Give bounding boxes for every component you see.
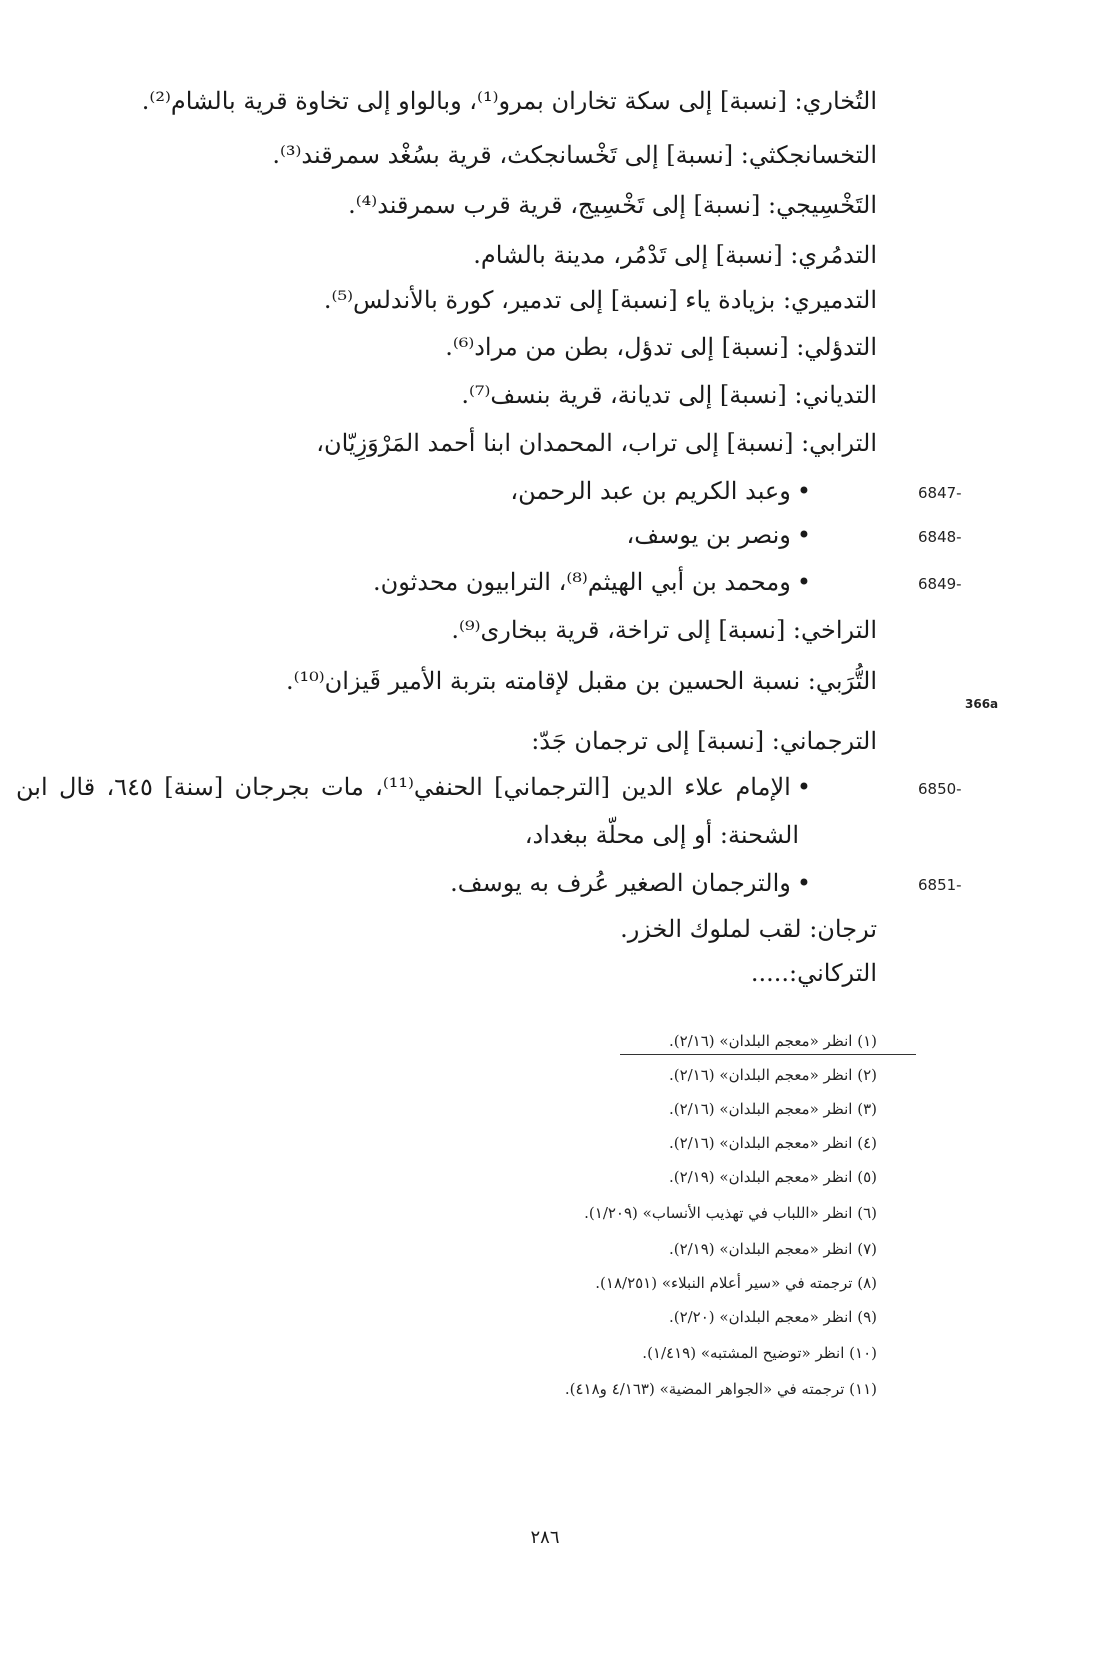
numbered-entry-label: ومحمد بن أبي الهيثم⁽⁸⁾، الترابيون محدثون. — [372, 568, 791, 596]
footnote: (٧) انظر «معجم البلدان» (٢/١٩). — [668, 1240, 877, 1258]
bullet: • — [796, 568, 811, 596]
footnote: (٣) انظر «معجم البلدان» (٢/١٦). — [668, 1100, 877, 1118]
numbered-entry-text — [627, 518, 811, 552]
entry-line: الترجماني: [نسبة] إلى ترجمان جَدّ: — [531, 727, 877, 755]
bullet: • — [796, 869, 811, 897]
numbered-entry-text — [373, 565, 811, 599]
entry-line: التَخْسِيجي: [نسبة] إلى تَخْسِيج، قرية قرب سمرقند⁽⁴⁾. — [348, 191, 877, 219]
entry-line: التراخي: [نسبة] إلى تراخة، قرية ببخارى⁽⁹⁾. — [451, 616, 877, 644]
footnote: (٤) انظر «معجم البلدان» (٢/١٦). — [668, 1134, 877, 1152]
footnote: (١) انظر «معجم البلدان» (٢/١٦). — [668, 1032, 877, 1050]
entry-number: 6851- — [918, 876, 962, 894]
bullet: • — [796, 477, 811, 505]
page-number: ٢٨٦ — [530, 1527, 560, 1548]
footnote: (٢) انظر «معجم البلدان» (٢/١٦). — [668, 1066, 877, 1084]
footnote: (١٠) انظر «توضيح المشتبه» (١/٤١٩). — [642, 1344, 877, 1362]
entry-number: 6848- — [918, 528, 962, 546]
footnote: (٦) انظر «اللباب في تهذيب الأنساب» (١/٢٠٩). — [584, 1204, 877, 1222]
footnote: (١١) ترجمته في «الجواهر المضية» (٤/١٦٣ و٤١٨). — [564, 1380, 877, 1398]
numbered-entry-label: ونصر بن يوسف، — [626, 521, 791, 549]
numbered-entry-label: وعبد الكريم بن عبد الرحمن، — [510, 477, 791, 505]
numbered-entry-text — [510, 474, 811, 508]
entry-line: التدميري: بزيادة ياء [نسبة] إلى تدمير، كورة بالأندلس⁽⁵⁾. — [323, 286, 877, 314]
entry-line: التدياني: [نسبة] إلى تديانة، قرية بنسف⁽⁷⁾. — [461, 381, 877, 409]
footnote: (٩) انظر «معجم البلدان» (٢/٢٠). — [668, 1308, 877, 1326]
numbered-entry-label: الإمام علاء الدين [الترجماني] الحنفي⁽¹¹⁾، مات بجرجان [سنة] ٦٤٥، قال ابن — [16, 773, 791, 801]
entry-number: 6850- — [918, 780, 962, 798]
numbered-entry-text — [450, 866, 811, 900]
bullet: • — [796, 521, 811, 549]
bullet: • — [796, 773, 811, 801]
footnote: (٥) انظر «معجم البلدان» (٢/١٩). — [668, 1168, 877, 1186]
numbered-entry-label: والترجمان الصغير عُرف به يوسف. — [450, 869, 791, 897]
entry-line: ترجان: لقب لملوك الخزر. — [620, 915, 877, 943]
entry-number: 6847- — [918, 484, 962, 502]
numbered-entry-continuation: الشحنة: أو إلى محلّة ببغداد، — [524, 821, 799, 849]
entry-line: التركاني:..... — [750, 959, 877, 987]
entry-line: التُّرَبي: نسبة الحسين بن مقبل لإقامته بتربة الأمير قَيزان⁽¹⁰⁾. — [286, 667, 877, 695]
footnote-separator — [620, 1054, 916, 1055]
entry-number: 6849- — [918, 575, 962, 593]
entry-line: التخسانجكثي: [نسبة] إلى تَخْسانجكث، قرية بسُغْد سمرقند⁽³⁾. — [272, 141, 877, 169]
entry-line: التدؤلي: [نسبة] إلى تدؤل، بطن من مراد⁽⁶⁾. — [445, 333, 877, 361]
entry-line: التدمُري: [نسبة] إلى تَدْمُر، مدينة بالشام. — [473, 241, 877, 269]
entry-line: الترابي: [نسبة] إلى تراب، المحمدان ابنا أحمد المَرْوَزِيّان، — [316, 429, 877, 457]
entry-line: التُخاري: [نسبة] إلى سكة تخاران بمرو⁽¹⁾، وبالواو إلى تخاوة قرية بالشام⁽²⁾. — [141, 87, 877, 115]
manuscript-folio-marker: 366a — [965, 697, 999, 711]
numbered-entry-text — [16, 770, 811, 804]
footnote: (٨) ترجمته في «سير أعلام النبلاء» (١٨/٢٥١). — [595, 1274, 877, 1292]
